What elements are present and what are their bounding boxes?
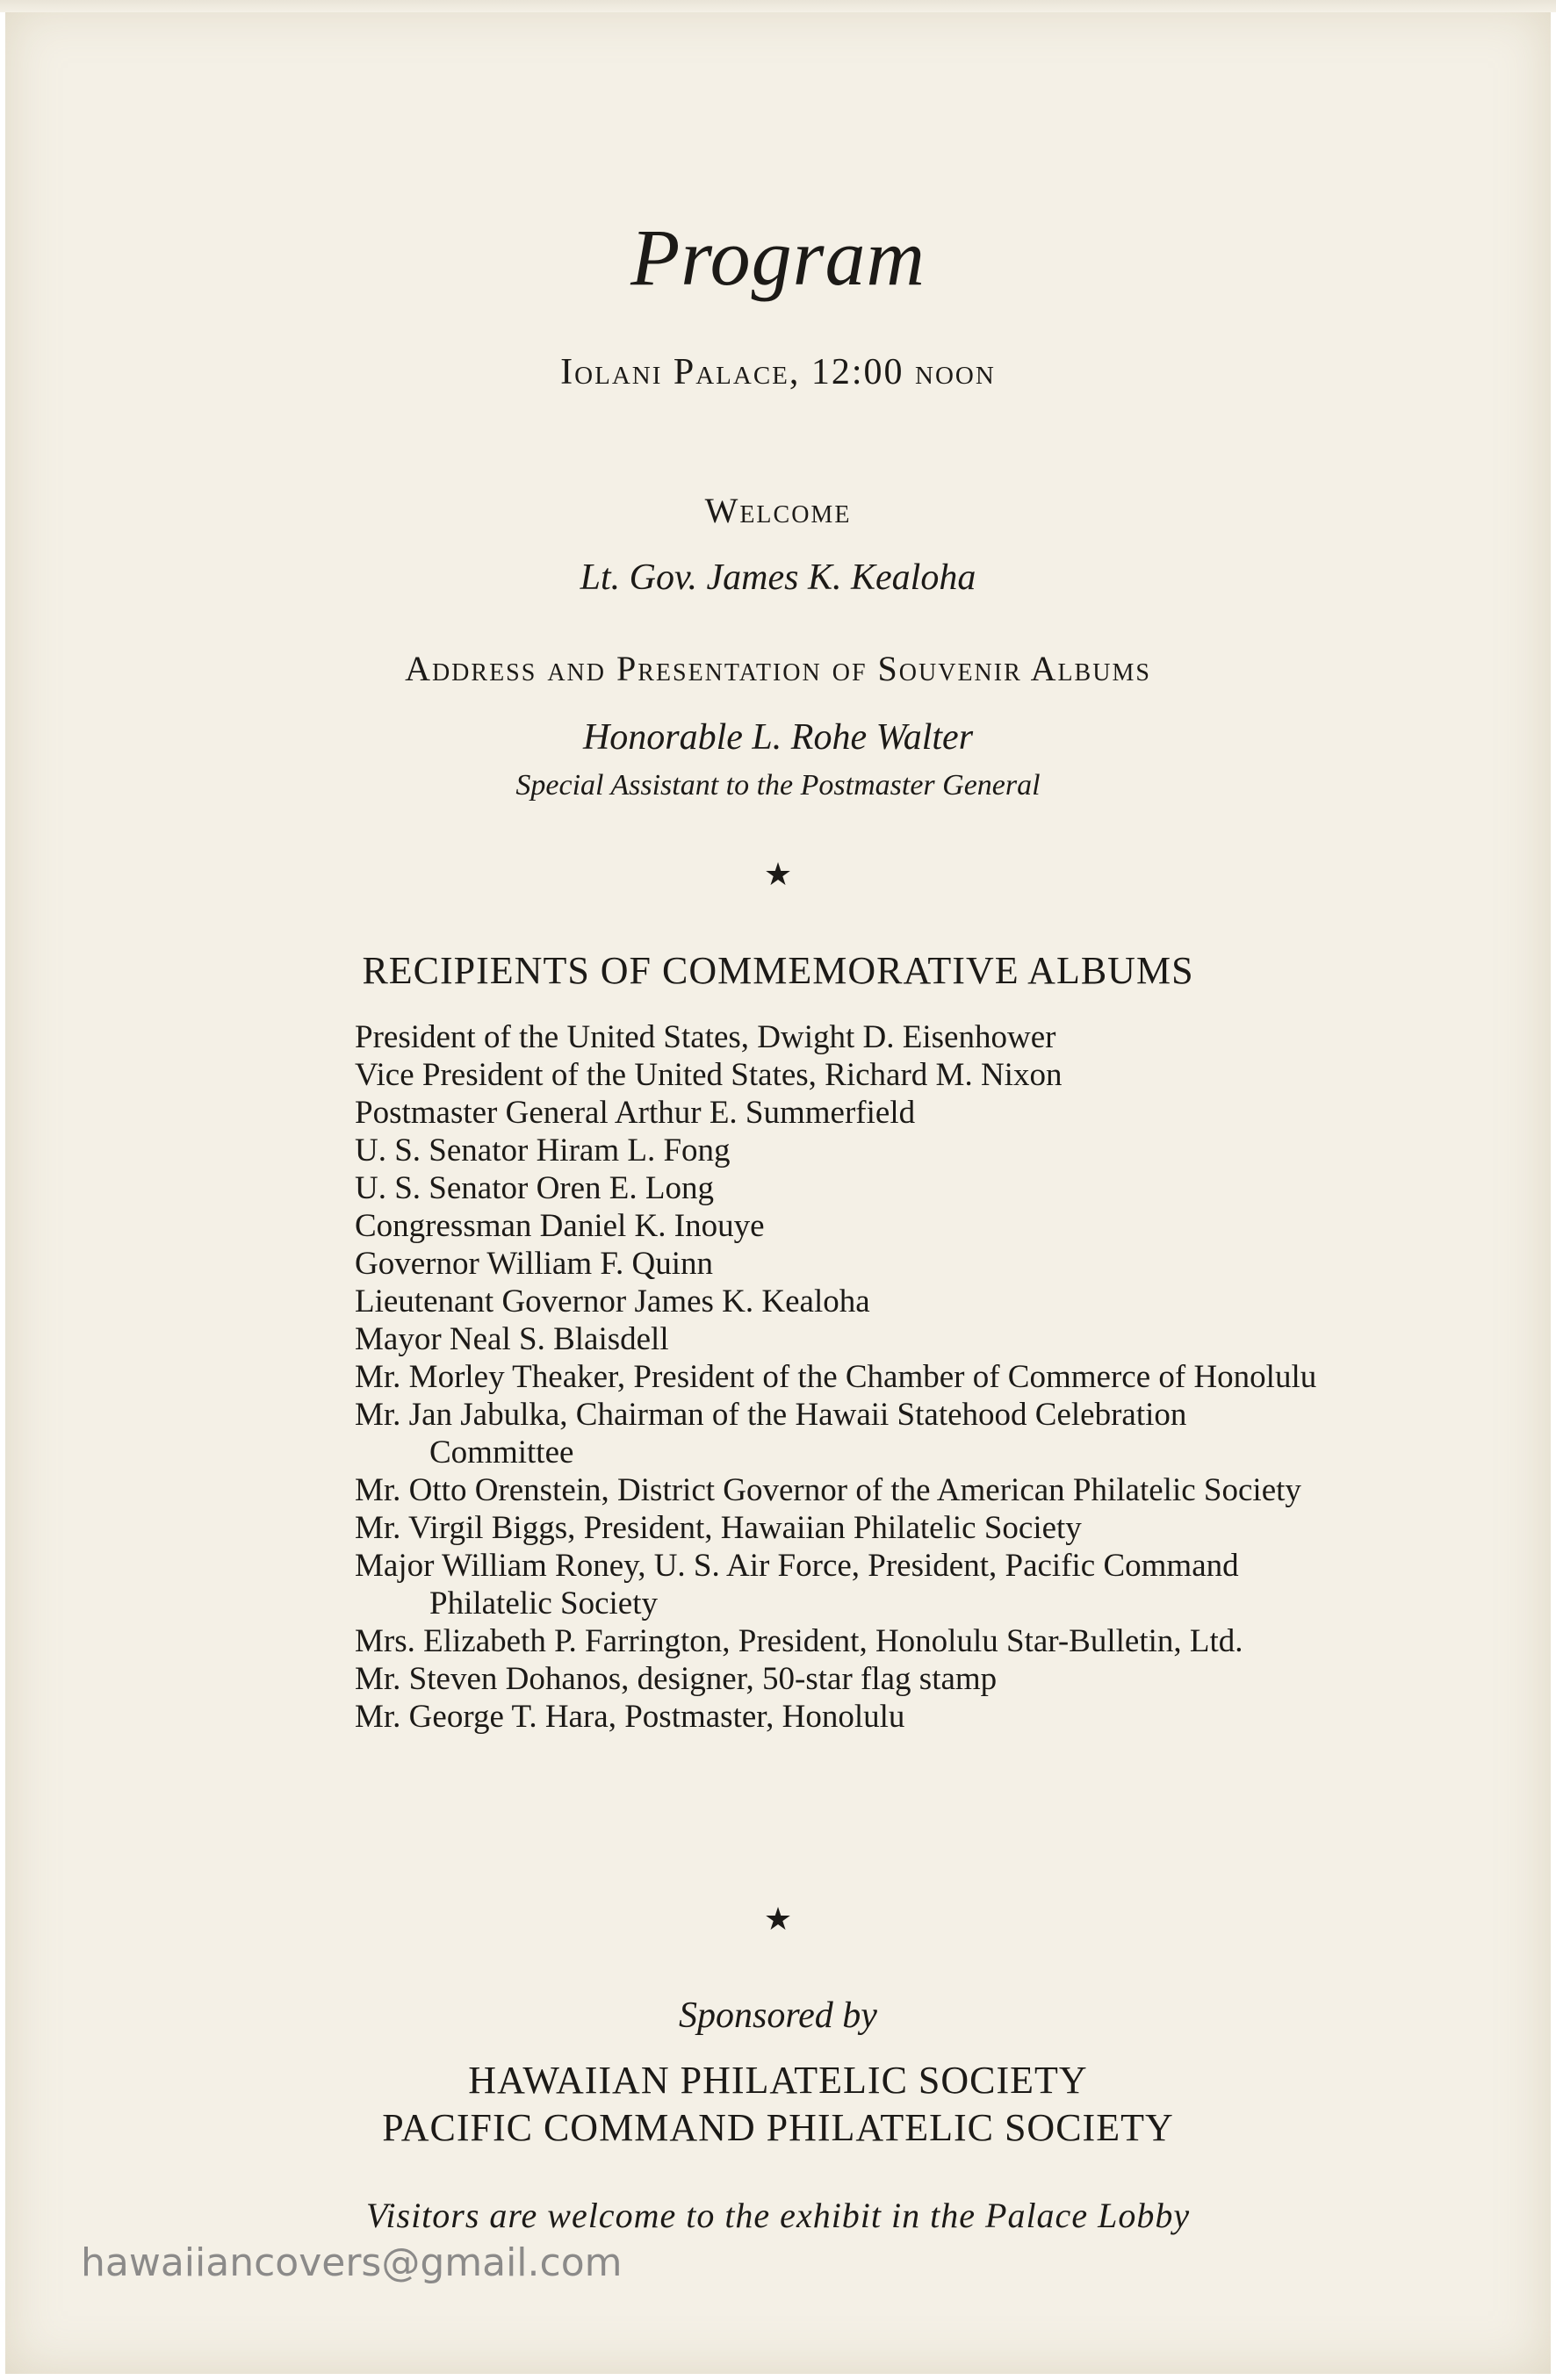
list-item: Mrs. Elizabeth P. Farrington, President, Honolulu Star-Bulletin, Ltd. bbox=[355, 1623, 1243, 1659]
page-title: Program bbox=[630, 212, 926, 302]
watermark-email: hawaiiancovers@gmail.com bbox=[81, 2240, 623, 2285]
sponsored-by-label: Sponsored by bbox=[679, 1995, 877, 2036]
list-item: President of the United States, Dwight D. Eisenhower bbox=[355, 1019, 1056, 1055]
list-item: Congressman Daniel K. Inouye bbox=[355, 1208, 765, 1244]
address-speaker: Honorable L. Rohe Walter bbox=[582, 717, 974, 758]
list-item: Lieutenant Governor James K. Kealoha bbox=[355, 1283, 870, 1319]
sponsor-name: PACIFIC COMMAND PHILATELIC SOCIETY bbox=[382, 2106, 1174, 2149]
visitors-note: Visitors are welcome to the exhibit in the Palace Lobby bbox=[365, 2196, 1191, 2235]
star-divider-icon: ★ bbox=[763, 857, 793, 892]
list-item: Postmaster General Arthur E. Summerfield bbox=[355, 1095, 916, 1131]
welcome-heading: Welcome bbox=[704, 491, 852, 530]
list-item: Mr. Morley Theaker, President of the Chamber of Commerce of Honolulu bbox=[355, 1359, 1317, 1395]
list-item: Vice President of the United States, Richard M. Nixon bbox=[355, 1057, 1063, 1093]
list-item: U. S. Senator Hiram L. Fong bbox=[355, 1132, 731, 1168]
recipients-heading: RECIPIENTS OF COMMEMORATIVE ALBUMS bbox=[362, 949, 1194, 992]
recipients-list bbox=[355, 1018, 1321, 1736]
list-item: Mr. Steven Dohanos, designer, 50-star flag stamp bbox=[355, 1661, 998, 1697]
address-speaker-title: Special Assistant to the Postmaster General bbox=[515, 769, 1041, 802]
list-item: Mr. George T. Hara, Postmaster, Honolulu bbox=[355, 1699, 905, 1735]
paper-edge bbox=[0, 0, 1556, 12]
list-item: U. S. Senator Oren E. Long bbox=[355, 1170, 714, 1206]
list-item: Major William Roney, U. S. Air Force, President, Pacific Command Philatelic Society bbox=[355, 1548, 1239, 1621]
list-item: Mr. Otto Orenstein, District Governor of the American Philatelic Society bbox=[355, 1472, 1301, 1508]
sponsor-name: HAWAIIAN PHILATELIC SOCIETY bbox=[468, 2059, 1088, 2102]
address-heading: Address and Presentation of Souvenir Albums bbox=[405, 649, 1151, 688]
star-divider-icon: ★ bbox=[763, 1902, 793, 1937]
list-item: Governor William F. Quinn bbox=[355, 1246, 713, 1282]
list-item: Mayor Neal S. Blaisdell bbox=[355, 1321, 669, 1357]
event-location: Iolani Palace, 12:00 noon bbox=[560, 352, 996, 392]
list-item: Mr. Virgil Biggs, President, Hawaiian Philatelic Society bbox=[355, 1510, 1082, 1546]
welcome-speaker: Lt. Gov. James K. Kealoha bbox=[580, 557, 976, 598]
list-item: Mr. Jan Jabulka, Chairman of the Hawaii Statehood Celebration Committee bbox=[355, 1397, 1187, 1470]
